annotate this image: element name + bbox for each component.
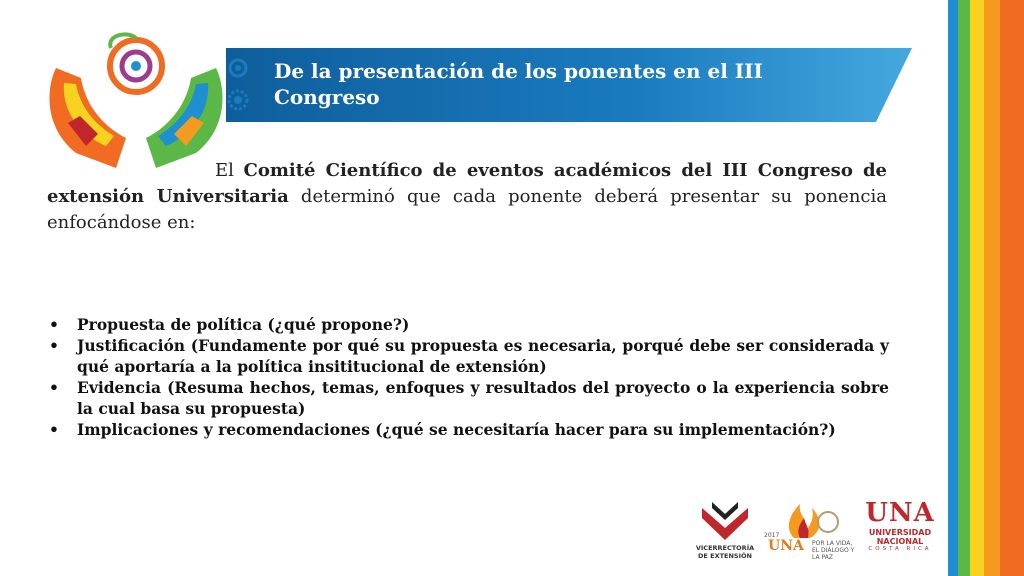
sun-ornament-icon [222,50,254,120]
una-logo-universidad: UNIVERSIDAD [868,528,932,537]
bullet-marker: • [49,378,59,397]
bullet-item [47,377,889,419]
bullet-text: Justificación (Fundamente por qué su propuesta es necesaria, porqué debe ser considerada y qué aportaría a la política insititucional de extensión) [77,336,889,376]
stripe-blue [948,0,958,576]
una-logo [860,498,940,570]
intro-bold-text: Comité Científico de eventos académicos del III Congreso de extensión Universitaria [47,160,887,207]
page-title: De la presentación de los ponentes en el III Congreso [274,59,763,109]
vicerrectoria-label: VICERRECTORÍA DE EXTENSIÓN [695,544,755,560]
stripe-orange [984,0,1000,576]
intro-text-end: determinó que cada ponente deberá presentar su ponencia enfocándose en: [47,186,887,233]
vicerrectoria-mark-icon [690,498,760,544]
decorative-stripes [948,0,1024,576]
stripe-red-orange [1000,0,1024,576]
intro-paragraph [47,158,887,236]
bullet-list [47,314,889,440]
bullet-item [47,335,889,377]
bullet-text: Implicaciones y recomendaciones (¿qué se necesitaría hacer para su implementación?) [77,420,836,439]
bullet-marker: • [49,336,59,355]
bullet-item [47,419,889,440]
bullet-marker: • [49,420,59,439]
una-2017-year: 2017 [764,532,780,539]
stripe-yellow [970,0,984,576]
bullet-text: Evidencia (Resuma hechos, temas, enfoques y resultados del proyecto o la experiencia sobre la cual basa su propuesta) [77,378,889,418]
una-logo-word: UNA [865,498,935,528]
bullet-marker: • [49,315,59,334]
bullet-item [47,314,889,335]
stripe-green [958,0,970,576]
una-2017-logo [764,500,854,570]
bullet-text: Propuesta de política (¿qué propone?) [77,315,410,334]
una-2017-word: UNA [768,538,804,554]
intro-text-start: El [215,160,244,181]
title-banner [226,48,912,122]
una-logo-nacional: NACIONAL [876,537,924,546]
hands-logo-icon [36,28,236,178]
vicerrectoria-logo [690,498,760,570]
footer-logos [690,498,940,570]
una-2017-tagline: POR LA VIDA, EL DIÁLOGO Y LA PAZ [812,540,855,561]
una-logo-costa-rica: COSTA RICA [868,546,932,552]
